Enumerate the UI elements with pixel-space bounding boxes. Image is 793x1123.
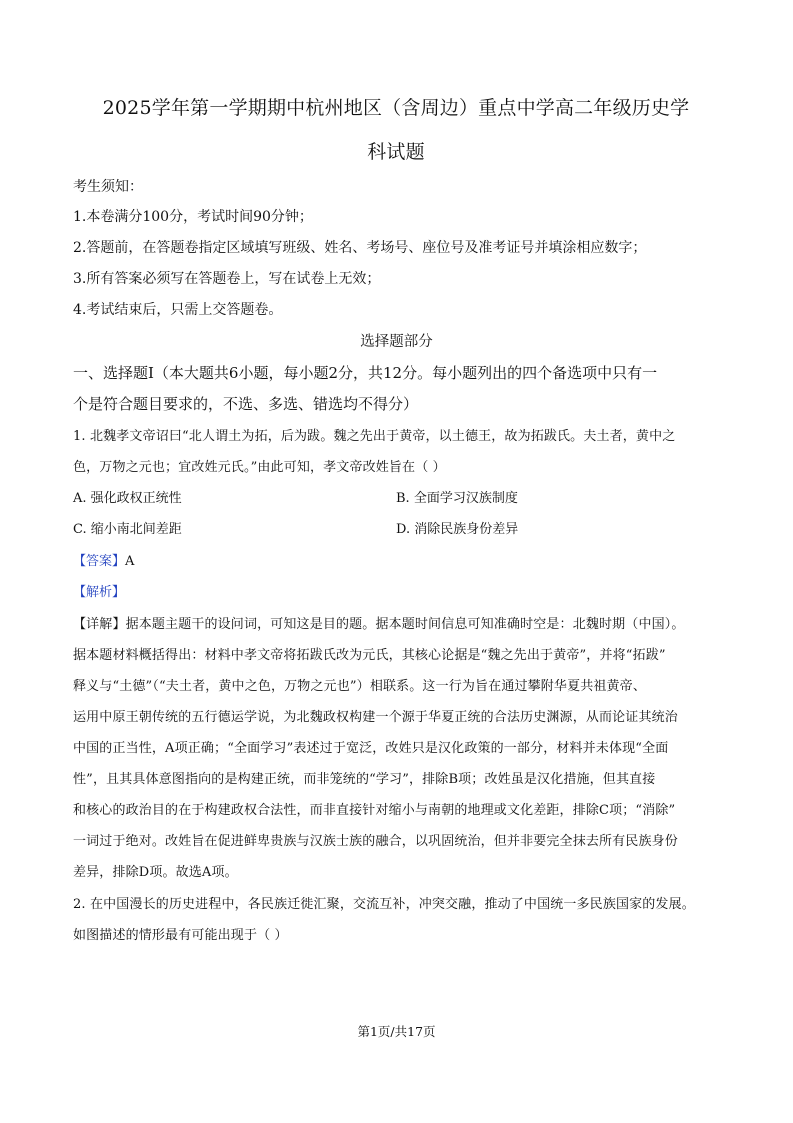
exam-title-line-2: 科试题	[367, 141, 425, 163]
notice-item-2: 2.答题前，在答题卷指定区域填写班级、姓名、考场号、座位号及准考证号并填涂相应数字；	[73, 240, 647, 256]
answer-label: 【答案】	[73, 554, 126, 569]
q1-option-b: B. 全面学习汉族制度	[396, 491, 518, 506]
q1-detail-line: 释义与“土德”（“夫土者，黄中之色，万物之元也”）相联系。这一行为旨在通过攀附华夏共祖黄帝、	[73, 679, 646, 694]
q1-detail-line: 【详解】据本题主题干的设问词，可知这是目的题。据本题时间信息可知准确时空是：北魏时期（中国）。	[73, 617, 685, 632]
q1-option-d: D. 消除民族身份差异	[396, 522, 519, 537]
q1-detail-line: 运用中原王朝传统的五行德运学说，为北魏政权构建一个源于华夏正统的合法历史渊源，从而论证其统治	[73, 710, 678, 725]
q1-detail-line: 差异，排除D项。故选A项。	[73, 865, 238, 880]
section-label: 选择题部分	[360, 334, 433, 350]
q1-option-a: A. 强化政权正统性	[73, 491, 182, 506]
analysis-label: 【解析】	[73, 585, 126, 600]
q2-stem-line-1: 2. 在中国漫长的历史进程中，各民族迁徙汇聚，交流互补，冲突交融，推动了中国统一多民族国家的发展。	[73, 897, 695, 912]
q1-detail-line: 据本题材料概括得出：材料中孝文帝将拓跋氏改为元氏，其核心论据是“魏之先出于黄帝”，并将“拓跋”	[73, 648, 666, 663]
q1-detail-line: 中国的正当性，A项正确；“全面学习”表述过于宽泛，改姓只是汉化政策的一部分，材料并未体现“全面	[73, 741, 669, 756]
q2-stem-line-2: 如图描述的情形最有可能出现于（ ）	[73, 928, 288, 943]
exam-title-line-1: 2025学年第一学期期中杭州地区（含周边）重点中学高二年级历史学	[102, 97, 690, 119]
answer-value: A	[125, 554, 135, 569]
section-heading-line-1: 一、选择题Ⅰ（本大题共6小题，每小题2分，共12分。每小题列出的四个备选项中只有一	[73, 364, 658, 382]
q1-stem-line-2: 色，万物之元也；宜改姓元氏。”由此可知，孝文帝改姓旨在（ ）	[73, 460, 446, 475]
notice-item-4: 4.考试结束后，只需上交答题卷。	[73, 302, 283, 318]
q1-answer	[73, 553, 134, 571]
q1-detail-line: 和核心的政治目的在于构建政权合法性，而非直接针对缩小与南朝的地理或文化差距，排除C项；“消除”	[73, 803, 676, 818]
q1-stem-line-1: 1. 北魏孝文帝诏曰“北人谓土为拓，后为跋。魏之先出于黄帝，以土德王，故为拓跋氏。夫土者，黄中之	[73, 429, 676, 444]
page-number: 第1页/共17页	[357, 1024, 436, 1039]
notice-heading: 考生须知：	[73, 179, 143, 195]
q1-detail-line: 性”，且其具体意图指向的是构建正统，而非笼统的“学习”，排除B项；改姓虽是汉化措施，但其直接	[73, 772, 656, 787]
notice-item-3: 3.所有答案必须写在答题卷上，写在试卷上无效；	[73, 271, 381, 287]
notice-item-1: 1.本卷满分100分，考试时间90分钟；	[73, 209, 313, 225]
section-heading-line-2: 个是符合题目要求的，不选、多选、错选均不得分）	[73, 395, 419, 413]
q1-option-c: C. 缩小南北间差距	[73, 522, 182, 537]
q1-analysis-label	[73, 584, 125, 602]
q1-detail-line: 一词过于绝对。改姓旨在促进鲜卑贵族与汉族士族的融合，以巩固统治，但并非要完全抹去所有民族身份	[73, 834, 678, 849]
